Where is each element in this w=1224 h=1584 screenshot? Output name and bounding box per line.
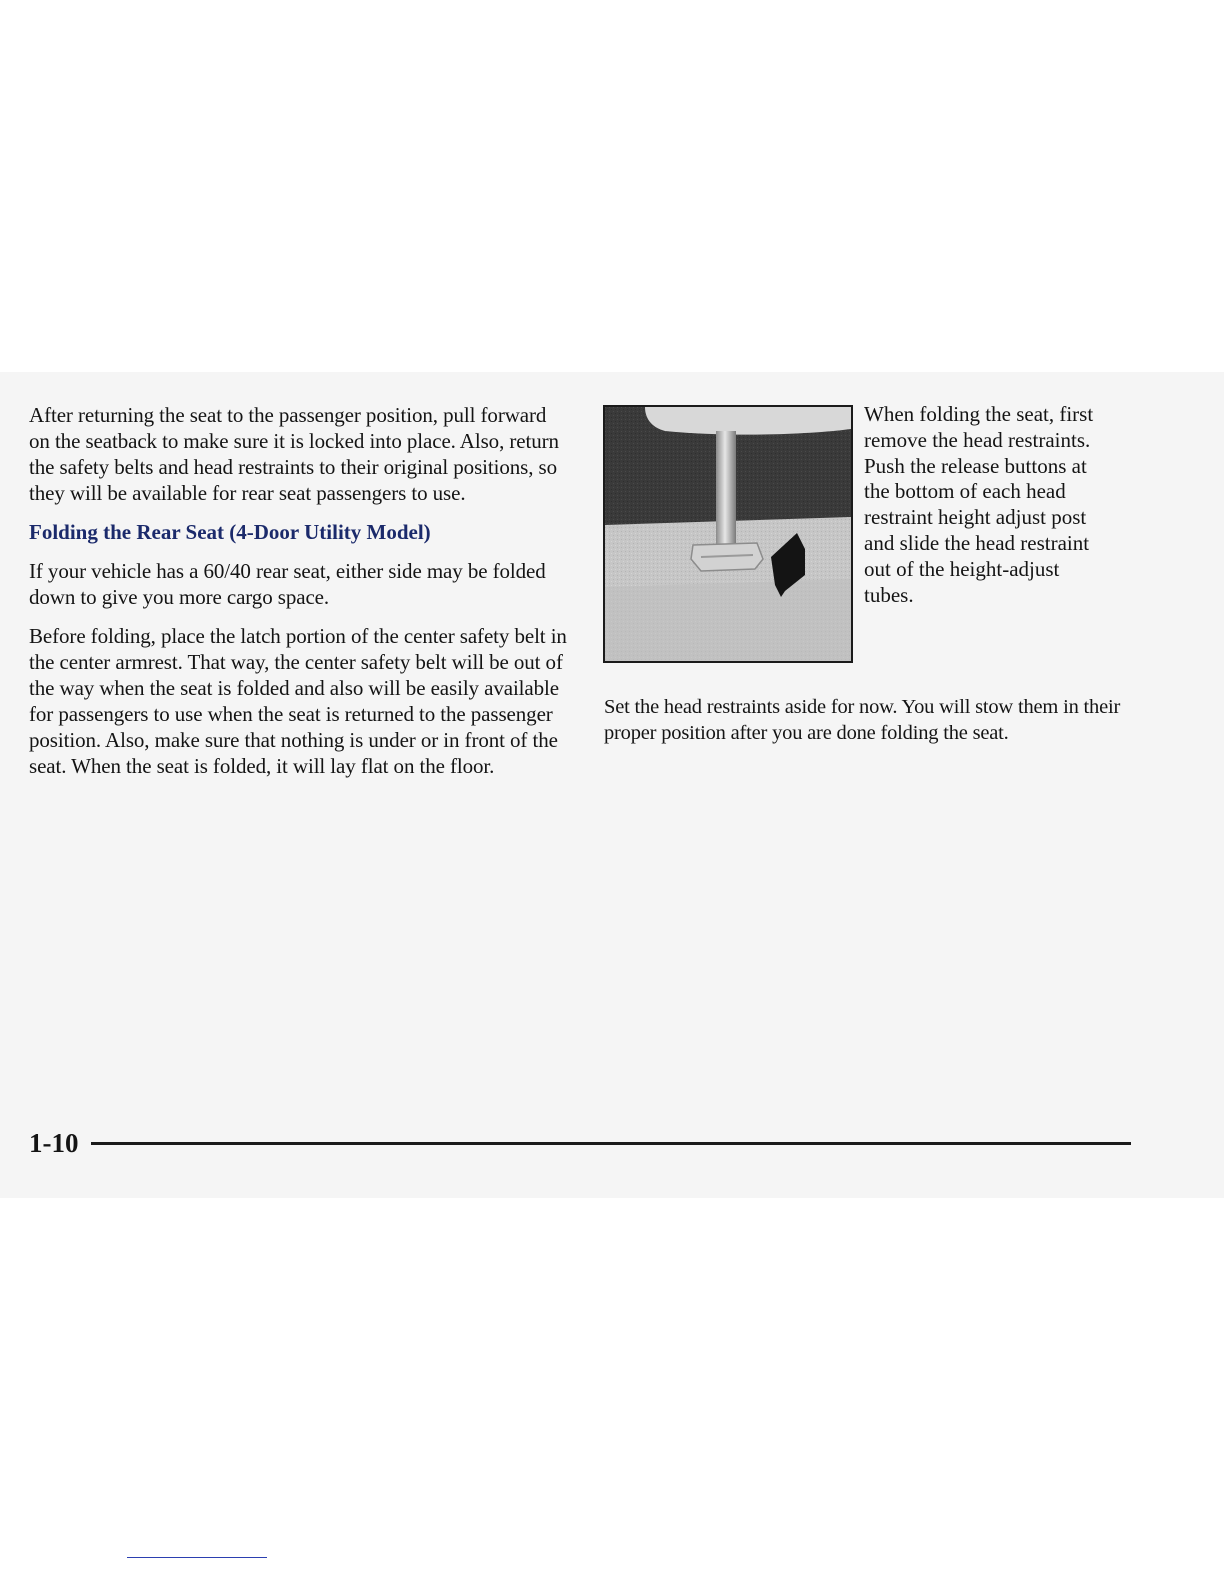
- set-aside-paragraph: Set the head restraints aside for now. You will stow them in their proper position after you are done folding the seat.: [604, 696, 1121, 744]
- left-column: [29, 402, 569, 792]
- rear-seat-paragraph: If your vehicle has a 60/40 rear seat, either side may be folded down to give you more cargo space.: [29, 559, 546, 609]
- before-folding-paragraph: Before folding, place the latch portion of the center safety belt in the center armrest. That way, the center safety belt will be out of the way when the seat is folded and also will be easily available for passengers to use when the seat is returned to the passenger position. Also, make sure that nothing is under or in front of the seat. When the seat is folded, it will lay flat on the floor.: [29, 624, 567, 778]
- head-restraint-illustration: [605, 407, 851, 661]
- page-number: 1-10: [29, 1128, 79, 1158]
- figure-caption: When folding the seat, first remove the head restraints. Push the release buttons at the bottom of each head restraint height adjust post and slide the head restraint out of the height-adjust tubes.: [864, 402, 1094, 607]
- manual-page: [0, 372, 1224, 1198]
- footer-rule: [91, 1142, 1131, 1145]
- page-footer: [29, 1128, 1131, 1158]
- section-heading: Folding the Rear Seat (4-Door Utility Model): [29, 520, 431, 544]
- head-restraint-photo: [603, 405, 853, 663]
- link-underline: [127, 1557, 267, 1558]
- intro-paragraph: After returning the seat to the passenger position, pull forward on the seatback to make sure it is locked into place. Also, return the safety belts and head restraints to their original positions, so they will be available for rear seat passengers to use.: [29, 403, 559, 505]
